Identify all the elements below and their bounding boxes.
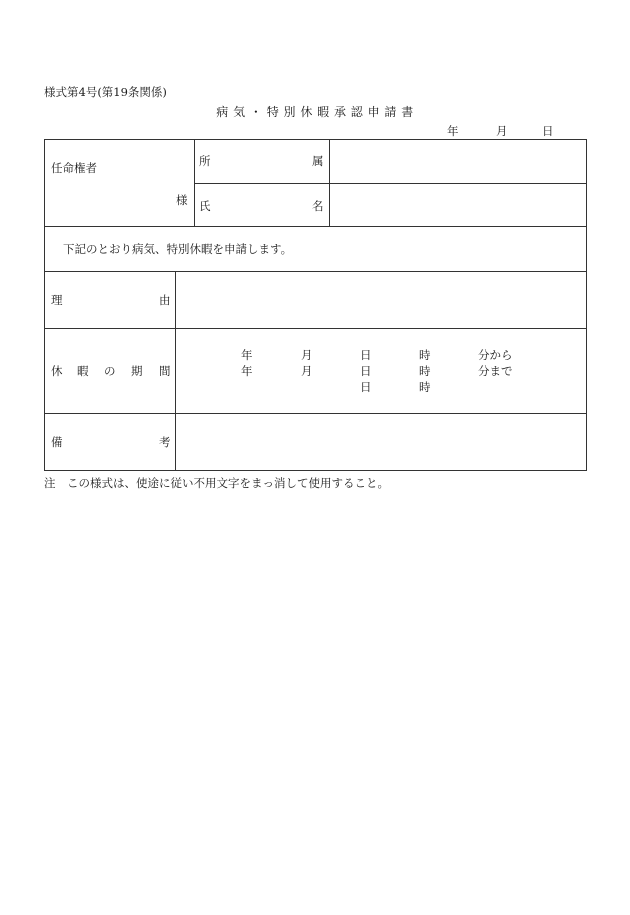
remarks-label-char-2: 考 xyxy=(159,435,171,449)
period-label-char-3: の xyxy=(104,364,116,378)
period-from-day: 日 xyxy=(360,348,372,362)
date-month-label: 月 xyxy=(496,124,508,138)
affiliation-label-char-2: 属 xyxy=(312,154,324,168)
affiliation-field[interactable] xyxy=(330,141,585,182)
form-title: 病 気 ・ 特 別 休 暇 承 認 申 請 書 xyxy=(216,105,414,119)
remarks-field[interactable] xyxy=(176,414,585,469)
date-day-label: 日 xyxy=(542,124,554,138)
period-from-year: 年 xyxy=(241,348,253,362)
period-label-char-5: 間 xyxy=(159,364,171,378)
appointer-label: 任命権者 xyxy=(51,161,97,175)
period-label-char-1: 休 xyxy=(51,364,63,378)
remarks-label-char-1: 備 xyxy=(51,435,63,449)
date-year-label: 年 xyxy=(447,124,459,138)
usage-note: 注 この様式は、使途に従い不用文字をまっ消して使用すること。 xyxy=(44,476,389,490)
period-total-hour: 時 xyxy=(419,380,431,394)
period-to-month: 月 xyxy=(301,364,313,378)
reason-label-char-2: 由 xyxy=(159,293,171,307)
row-divider xyxy=(45,328,586,329)
reason-field[interactable] xyxy=(176,272,585,327)
period-from-hour: 時 xyxy=(419,348,431,362)
period-to-day: 日 xyxy=(360,364,372,378)
period-label-char-4: 期 xyxy=(131,364,143,378)
name-label-char-1: 氏 xyxy=(199,199,211,213)
row-divider xyxy=(45,226,586,227)
application-table xyxy=(44,139,587,471)
period-from-month: 月 xyxy=(301,348,313,362)
period-total-day: 日 xyxy=(360,380,372,394)
form-reference: 様式第4号(第19条関係) xyxy=(44,85,167,99)
reason-label-char-1: 理 xyxy=(51,293,63,307)
period-to-minute: 分まで xyxy=(478,364,513,378)
period-to-hour: 時 xyxy=(419,364,431,378)
period-label-char-2: 暇 xyxy=(77,364,89,378)
name-label-char-2: 名 xyxy=(312,199,324,213)
honorific-label: 様 xyxy=(176,193,188,207)
period-to-year: 年 xyxy=(241,364,253,378)
affiliation-label-char-1: 所 xyxy=(199,154,211,168)
name-field[interactable] xyxy=(330,184,585,225)
period-from-minute: 分から xyxy=(478,348,513,362)
column-divider xyxy=(194,140,195,226)
request-statement: 下記のとおり病気、特別休暇を申請します。 xyxy=(63,242,293,256)
